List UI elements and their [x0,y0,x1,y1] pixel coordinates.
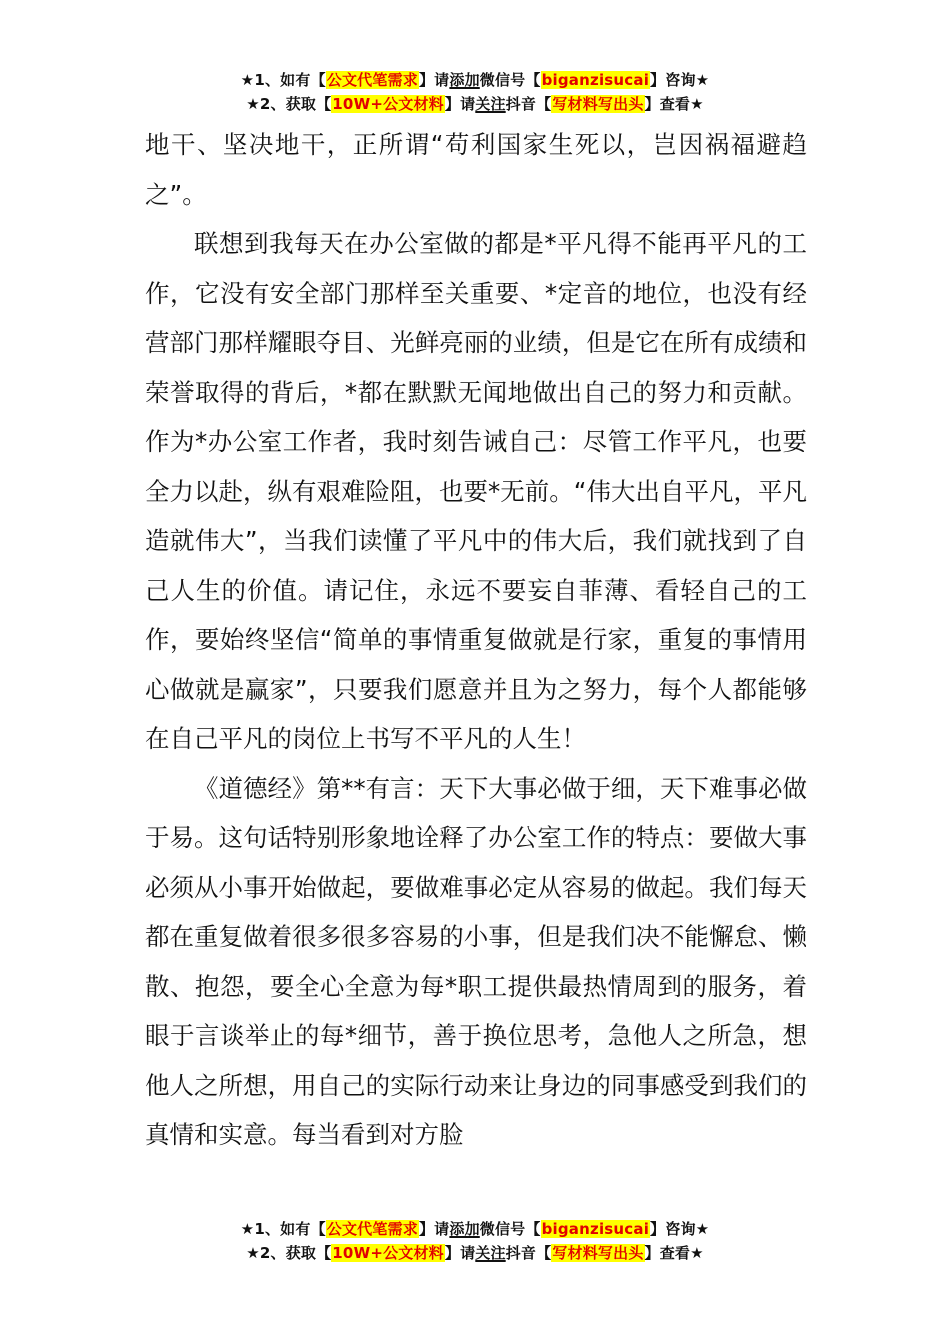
banner-line-1 [0,68,950,92]
banner-line-1 [0,1217,950,1241]
banner-text: 】请 [418,71,450,89]
star-icon: ★ [695,1220,710,1238]
banner-text: 抖音【 [505,1244,552,1262]
paragraph: 《道德经》第**有言：天下大事必做于细，天下难事必做于易。这句话特别形象地诠释了办公室工作的特点：要做大事必须从小事开始做起，要做难事必定从容易的做起。我们每天都在重复做着很多很多容易的小事，但是我们决不能懈怠、懒散、抱怨，要全心全意为每*职工提供最热情周到的服务，着眼于言谈举止的每*细节，善于换位思考，急他人之所急，想他人之所想，用自己的实际行动来让身边的同事感受到我们的真情和实意。每当看到对方脸 [145,773,807,1149]
star-icon: ★ [690,1244,704,1262]
banner-text: 微信号【 [479,1220,541,1238]
banner-text: 】咨询 [650,1220,696,1238]
star-icon: ★ [695,71,710,89]
header-banner [0,68,950,116]
highlight-service: 公文代笔需求 [326,1220,418,1238]
highlight-materials: 10W+公文材料 [332,1244,444,1262]
banner-line-2 [0,1241,950,1265]
highlight-douyin-account: 写材料写出头 [552,1244,644,1262]
keyword-follow: 关注 [475,1244,506,1262]
document-body [145,120,807,1160]
star-icon: ★ [246,95,260,113]
paragraph: 地干、坚决地干，正所谓“苟利国家生死以，岂因祸福避趋之”。 [145,130,807,209]
keyword-add: 添加 [449,71,480,89]
banner-text: 1、如有【 [254,71,326,89]
footer-banner [0,1217,950,1265]
keyword-follow: 关注 [475,95,506,113]
banner-line-2 [0,92,950,116]
highlight-materials: 10W+公文材料 [332,95,444,113]
star-icon: ★ [246,1244,260,1262]
banner-text: 微信号【 [479,71,541,89]
highlight-wechat-id: biganzisucai [541,71,650,89]
keyword-add: 添加 [449,1220,480,1238]
banner-text: 2、获取【 [259,1244,332,1262]
banner-text: 】咨询 [650,71,696,89]
banner-text: 抖音【 [505,95,552,113]
highlight-douyin-account: 写材料写出头 [552,95,644,113]
highlight-wechat-id: biganzisucai [541,1220,650,1238]
paragraph: 联想到我每天在办公室做的都是*平凡得不能再平凡的工作，它没有安全部门那样至关重要、*定音的地位，也没有经营部门那样耀眼夺目、光鲜亮丽的业绩，但是它在所有成绩和荣誉取得的背后，*都在默默无闻地做出自己的努力和贡献。作为*办公室工作者，我时刻告诫自己：尽管工作平凡，也要全力以赴，纵有艰难险阻，也要*无前。“伟大出自平凡，平凡造就伟大”，当我们读懂了平凡中的伟大后，我们就找到了自己人生的价值。请记住，永远不要妄自菲薄、看轻自己的工作，要始终坚信“简单的事情重复做就是行家，重复的事情用心做就是赢家”，只要我们愿意并且为之努力，每个人都能够在自己平凡的岗位上书写不平凡的人生！ [145,229,807,753]
star-icon: ★ [240,71,255,89]
banner-text: 】查看 [644,1244,691,1262]
banner-text: 】请 [444,95,476,113]
banner-text: 】查看 [644,95,691,113]
star-icon: ★ [240,1220,255,1238]
banner-text: 】请 [444,1244,476,1262]
banner-text: 2、获取【 [259,95,332,113]
highlight-service: 公文代笔需求 [326,71,418,89]
star-icon: ★ [690,95,704,113]
banner-text: 1、如有【 [254,1220,326,1238]
banner-text: 】请 [418,1220,450,1238]
